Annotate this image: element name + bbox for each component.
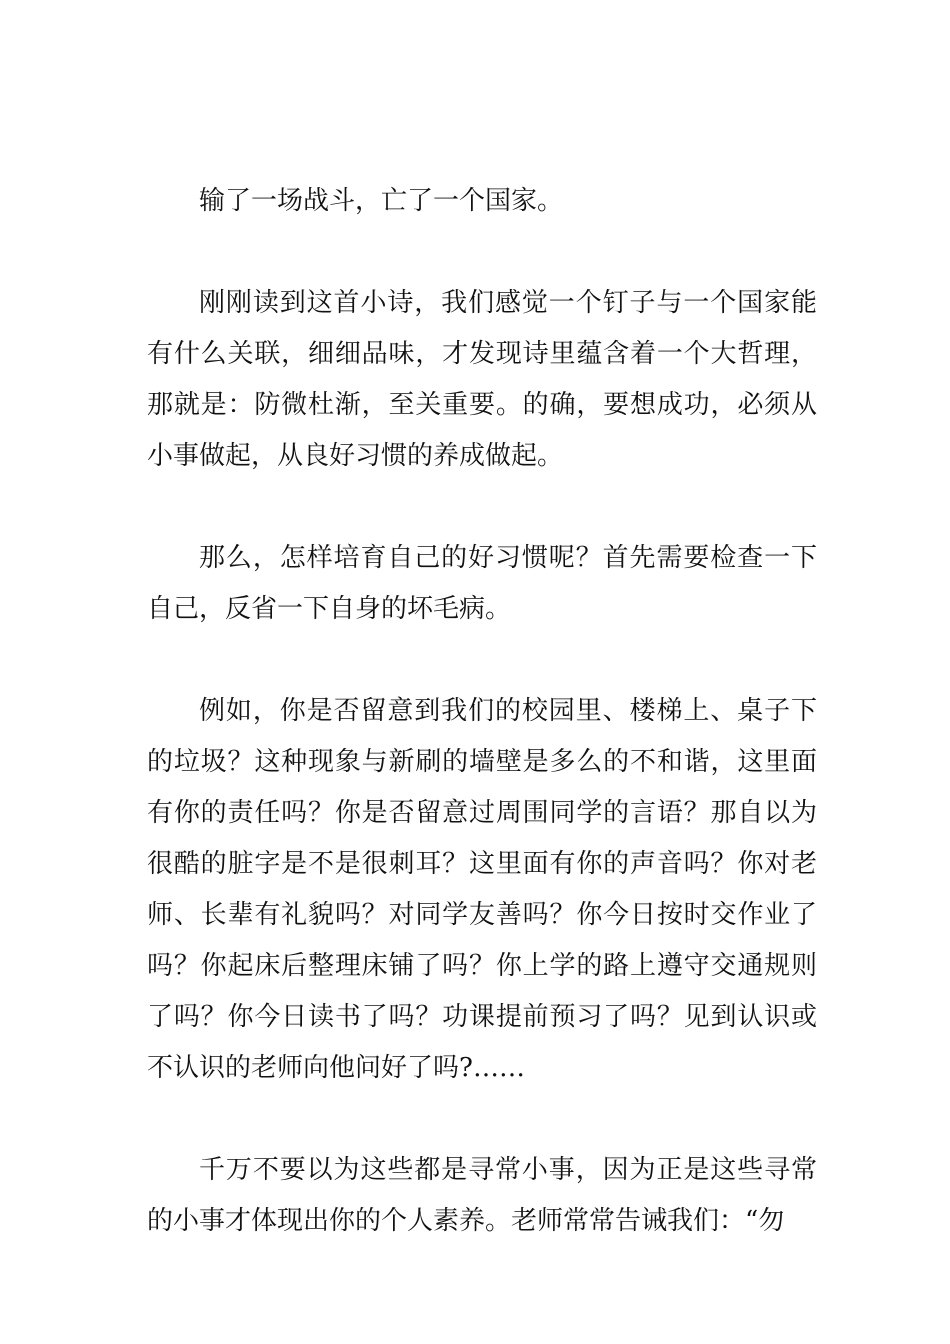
- paragraph-4: 例如，你是否留意到我们的校园里、楼梯上、桌子下的垃圾？这种现象与新刷的墙壁是多么的不和谐，这里面有你的责任吗？你是否留意过周围同学的言语？那自以为很酷的脏字是不是很刺耳？这里面有你的声音吗？你对老师、长辈有礼貌吗？对同学友善吗？你今日按时交作业了吗？你起床后整理床铺了吗？你上学的路上遵守交通规则了吗？你今日读书了吗？功课提前预习了吗？见到认识或不认识的老师向他问好了吗?……: [147, 696, 817, 1083]
- paragraph-1: 输了一场战斗，亡了一个国家。: [199, 186, 564, 216]
- document-body: [147, 176, 817, 1298]
- paragraph-3: 那么，怎样培育自己的好习惯呢？首先需要检查一下自己，反省一下自身的坏毛病。: [147, 543, 817, 624]
- paragraph-2: 刚刚读到这首小诗，我们感觉一个钉子与一个国家能有什么关联，细细品味，才发现诗里蕴含着一个大哲理，那就是：防微杜渐，至关重要。的确，要想成功，必须从小事做起，从良好习惯的养成做起。: [147, 288, 817, 471]
- paragraph-5: 千万不要以为这些都是寻常小事，因为正是这些寻常的小事才体现出你的个人素养。老师常常告诫我们：“勿: [147, 1155, 817, 1236]
